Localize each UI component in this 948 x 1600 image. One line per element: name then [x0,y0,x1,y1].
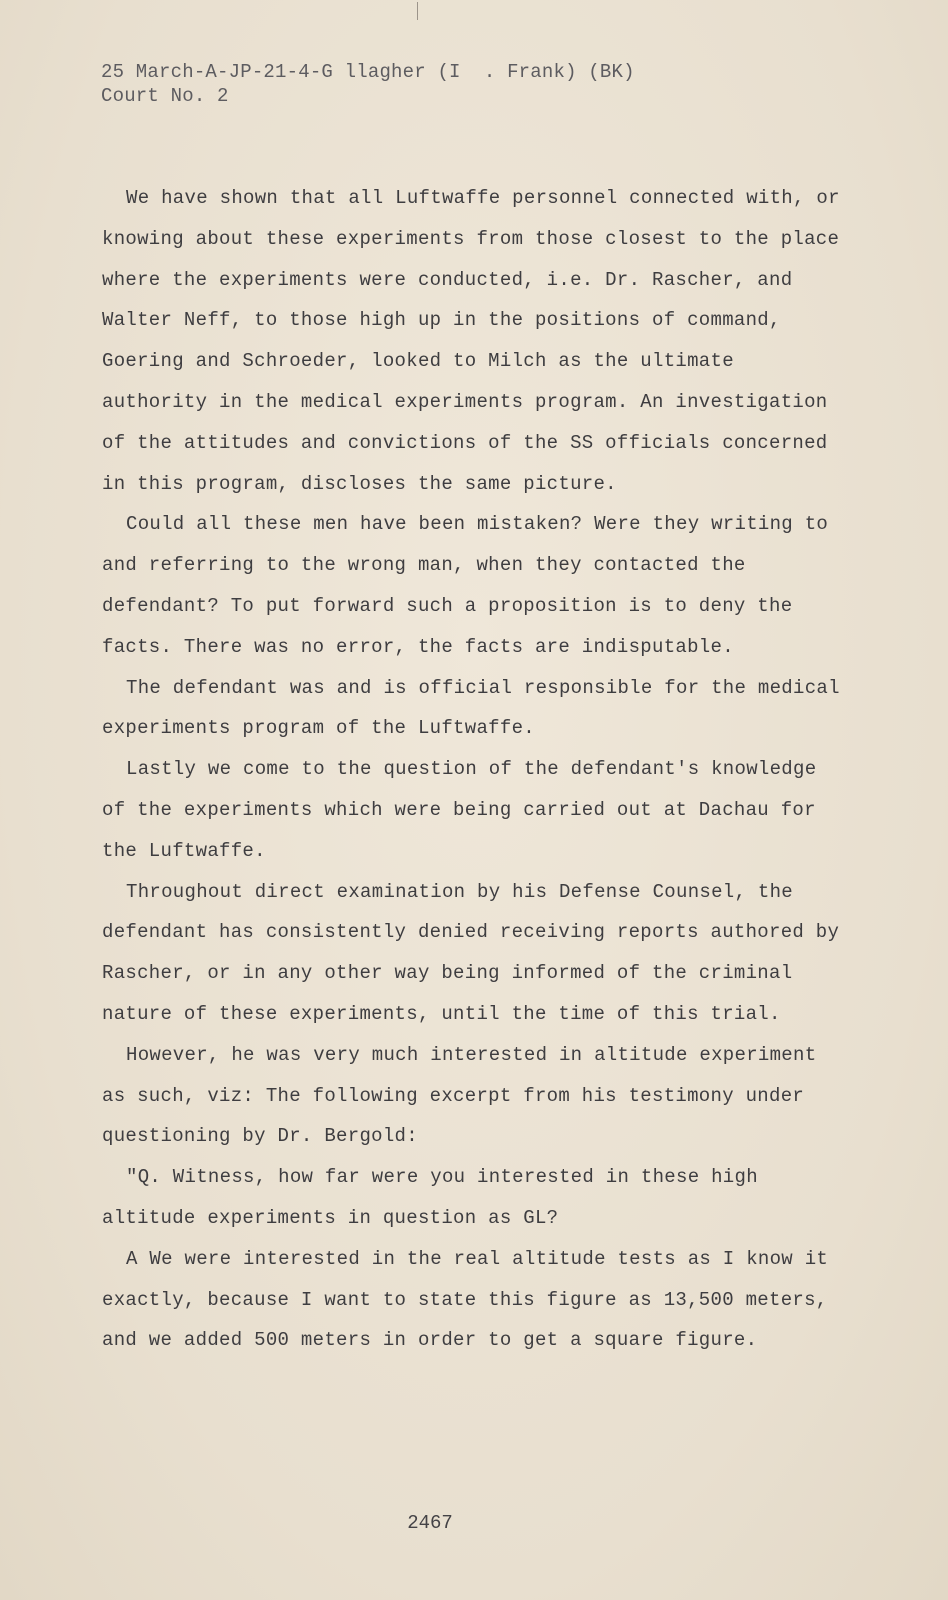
paragraph-question: "Q. Witness, how far were you interested in these high altitude experiments in question as GL? [102,1166,758,1229]
paragraph-mistaken: Could all these men have been mistaken? Were they writing to and referring to the wrong man, when they contacted the defendant? To put forward such a proposition is to deny the facts. There was no error, the facts are indisputable. [102,513,829,658]
header-court-line: Court No. 2 [101,85,229,107]
paragraph-knowledge: Lastly we come to the question of the defendant's knowledge of the experiments which were being carried out at Dachau for the Luftwaffe. [102,758,817,862]
paragraph-responsibility: The defendant was and is official responsible for the medical experiments program of the Luftwaffe. [102,676,840,740]
paragraph-direct-examination: Throughout direct examination by his Defense Counsel, the defendant has consistently denied receiving reports authored by Rascher, or in any other way being informed of the criminal nature of these experiments, until the time of this trial. [102,880,840,1025]
document-body [102,178,842,1361]
paragraph-answer: A We were interested in the real altitude tests as I know it exactly, because I want to state this figure as 13,500 meters, and we added 500 meters in order to get a square figure. [102,1247,829,1352]
header-case-line: 25 March-A-JP-21-4-G llagher (I . Frank) (BK) [101,61,635,83]
paragraph-luftwaffe-personnel: We have shown that all Luftwaffe personnel connected with, or knowing about these experiments from those closest to the place where the experiments were conducted, i.e. Dr. Rascher, and Walter Neff, to those high up in the positions of command, Goering and Schroeder, looked to Milch as the ultimate authority in the medical experiments program. An investigation of the attitudes and convictions of the SS officials concerned in this program, discloses the same picture. [102,187,840,495]
document-header [101,60,635,108]
page-number: 2467 [407,1512,453,1534]
paragraph-altitude-interest: However, he was very much interested in altitude experiment as such, viz: The following excerpt from his testimony under questioning by Dr. Bergold: [102,1043,817,1148]
page-crease-mark [417,2,418,20]
